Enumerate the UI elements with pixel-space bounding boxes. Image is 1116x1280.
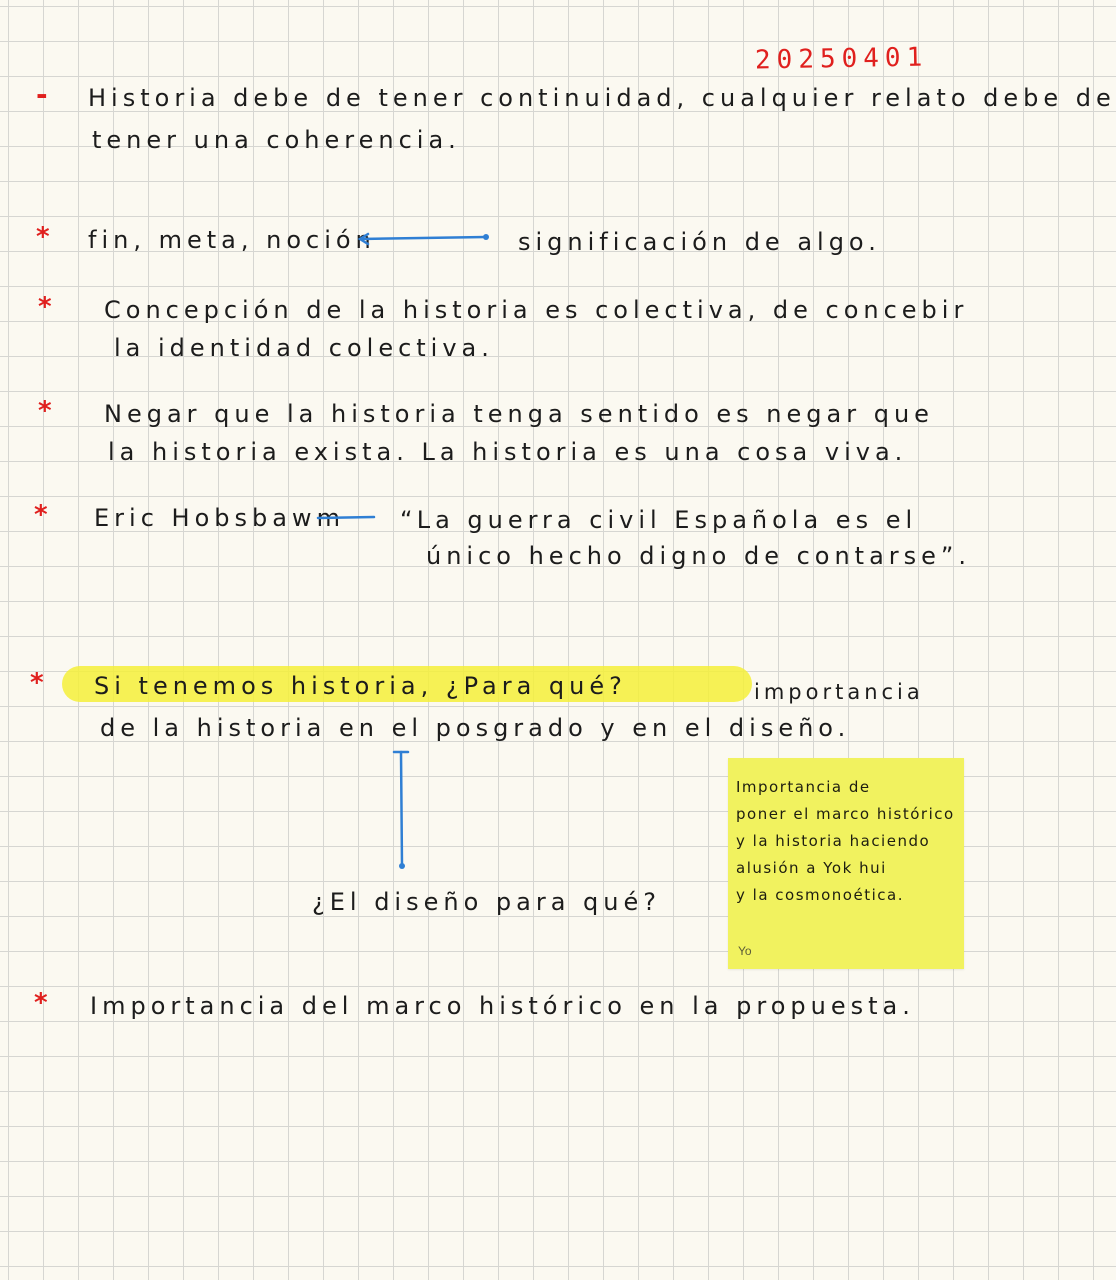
note-3-line-1: Concepción de la historia es colectiva, de concebir	[104, 296, 969, 324]
vertical-bracket-connector	[390, 746, 414, 872]
sticky-note[interactable]	[728, 758, 964, 969]
star-bullet-icon: *	[34, 500, 48, 530]
star-bullet-icon: *	[30, 668, 44, 698]
dash-bullet: -	[36, 78, 48, 111]
note-1-line-1: Historia debe de tener continuidad, cualquier relato debe de	[88, 84, 1116, 112]
arrow-connector	[350, 226, 500, 250]
star-bullet-icon: *	[36, 222, 50, 252]
note-8-line-1: Importancia del marco histórico en la propuesta.	[90, 992, 915, 1020]
note-4-line-1: Negar que la historia tenga sentido es negar que	[104, 400, 934, 428]
note-4-line-2: la historia exista. La historia es una cosa viva.	[108, 438, 908, 466]
dash-connector	[314, 508, 378, 528]
note-3-line-2: la identidad colectiva.	[114, 334, 494, 362]
note-2-left: fin, meta, noción	[88, 226, 376, 254]
note-5-quote-line-1: “La guerra civil Española es el	[400, 506, 918, 534]
star-bullet-icon: *	[34, 988, 48, 1018]
star-bullet-icon: *	[38, 292, 52, 322]
note-7-question: ¿El diseño para qué?	[312, 888, 661, 916]
note-6-highlighted-text: Si tenemos historia, ¿Para qué?	[94, 672, 627, 700]
note-5-quote-line-2: único hecho digno de contarse”.	[426, 542, 971, 570]
note-1-line-2: tener una coherencia.	[92, 126, 461, 154]
star-bullet-icon: *	[38, 396, 52, 426]
note-6-line-2: de la historia en el posgrado y en el diseño.	[100, 714, 851, 742]
note-2-right: significación de algo.	[518, 228, 881, 256]
sticky-note-text: Importancia de poner el marco histórico y la historia haciendo alusión a Yok hui y la cosmonoética.	[736, 778, 955, 904]
page-date: 20250401	[754, 42, 929, 76]
note-6-continuation: importancia	[754, 680, 924, 704]
note-5-author: Eric Hobsbawm	[94, 504, 345, 532]
sticky-note-author: Yo	[738, 944, 752, 958]
